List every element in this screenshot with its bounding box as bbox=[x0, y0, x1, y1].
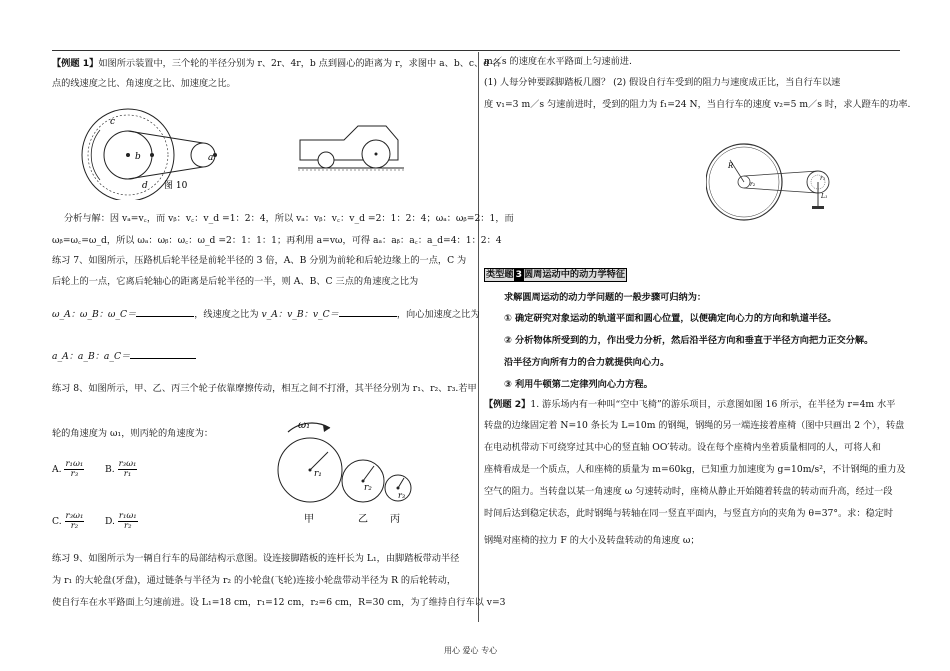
step-3: ③ 利用牛顿第二定律列向心力方程。 bbox=[504, 379, 653, 390]
practice9-question1: (1) 人每分钟要踩脚踏板几圈？ (2) 假设自行车受到的阻力与速度成正比，当自行车以速 bbox=[484, 77, 841, 88]
example2-heading bbox=[484, 399, 895, 411]
velocity-ratio-label: v_A：v_B：v_C＝ bbox=[261, 309, 339, 320]
velocity-ratio-blank bbox=[339, 306, 397, 317]
analysis-line2: ωᵦ=ω꜀=ω_d，所以 ωₐ：ωᵦ：ω꜀：ω_d =2：1：1：1；再利用 a=vω，可得 aₐ：aᵦ：a꜀：a_d=4：1：2：4 bbox=[52, 235, 502, 246]
option-d-fraction bbox=[118, 512, 138, 531]
bicycle-drive-figure bbox=[706, 136, 856, 226]
omega-ratio-label: ω_A：ω_B：ω_C＝ bbox=[52, 309, 137, 320]
step-1: ① 确定研究对象运动的轨道平面和圆心位置，以便确定向心力的方向和轨道半径。 bbox=[504, 313, 837, 324]
friction-wheels-figure bbox=[270, 418, 420, 526]
option-a-den: r₃ bbox=[70, 469, 79, 479]
practice7-mid2: ，向心加速度之比为 bbox=[396, 309, 480, 320]
practice7-angular-ratio bbox=[52, 306, 480, 321]
step-2: ② 分析物体所受到的力，作出受力分析，然后沿半径方向和垂直于半径方向把力正交分解。 bbox=[504, 335, 874, 346]
practice9-continued: m／s 的速度在水平路面上匀速前进. bbox=[484, 56, 632, 67]
option-a-fraction bbox=[64, 460, 84, 479]
option-c-label: C. bbox=[52, 516, 62, 527]
r2-label: r₂ bbox=[364, 483, 372, 493]
option-b[interactable] bbox=[105, 460, 137, 479]
step-2-continued: 沿半径方向所有力的合力就提供向心力。 bbox=[504, 357, 670, 368]
steps-intro: 求解圆周运动的动力学问题的一般步骤可归纳为： bbox=[504, 292, 707, 303]
option-b-fraction bbox=[118, 460, 138, 479]
option-a[interactable] bbox=[52, 460, 84, 479]
example1-text-line1: 如图所示装置中，三个轮的半径分别为 r、2r、4r，b 点到圆心的距离为 r，求图中 a、b、c、d 各 bbox=[98, 58, 502, 69]
accel-ratio-label: a_A：a_B：a_C＝ bbox=[52, 351, 131, 362]
example2-label: 【例题 2】 bbox=[484, 399, 531, 410]
option-b-label: B. bbox=[105, 464, 115, 475]
practice8-line1: 练习 8、如图所示，甲、乙、丙三个轮子依靠摩擦传动，相互之间不打滑，其半径分别为 r₁、r₂、r₃.若甲 bbox=[52, 383, 477, 394]
example2-line4: 座椅看成是一个质点，人和座椅的质量为 m=60kg，已知重力加速度为 g=10m/s²，不计钢绳的重力及 bbox=[484, 464, 906, 475]
practice7-mid1: ，线速度之比为 bbox=[194, 309, 259, 320]
wheel-jia-label: 甲 bbox=[304, 514, 314, 525]
option-b-num: r₃ω₁ bbox=[118, 459, 137, 469]
fig10-label-d: d bbox=[142, 181, 148, 191]
analysis-line1: 分析与解：因 vₐ=v꜀，而 vᵦ：v꜀：v_d =1：2：4，所以 vₐ：vᵦ：v꜀：v_d =2：1：2：4；ωₐ：ωᵦ=2：1，而 bbox=[64, 213, 514, 224]
option-c-fraction bbox=[65, 512, 85, 531]
wheel-yi-label: 乙 bbox=[358, 514, 368, 525]
fig10-label-c: c bbox=[110, 117, 116, 127]
option-d-num: r₁ω₁ bbox=[118, 511, 137, 521]
accel-ratio-blank bbox=[130, 348, 196, 359]
example2-line6: 时间后达到稳定状态，此时钢绳与转轴在同一竖直平面内，与竖直方向的夹角为 θ=37°。求：稳定时 bbox=[484, 508, 894, 519]
figure-10-pulleys bbox=[60, 100, 230, 200]
example2-line3: 在电动机带动下可绕穿过其中心的竖直轴 OO′转动。设在每个座椅内坐着质量相同的人，可将人和 bbox=[484, 442, 881, 453]
option-a-num: r₁ω₁ bbox=[65, 459, 84, 469]
option-c[interactable] bbox=[52, 512, 84, 531]
practice9-question2: 度 v₁=3 m／s 匀速前进时，受到的阻力为 f₁=24 N，当自行车的速度 v₂=5 m／s 时，求人蹬车的功率. bbox=[484, 99, 911, 110]
top-rule bbox=[52, 50, 900, 51]
road-roller-figure bbox=[296, 120, 406, 182]
bike-r2-label: r₂ bbox=[750, 181, 756, 188]
example2-line5: 空气的阻力。当转盘以某一角速度 ω 匀速转动时，座椅从静止开始随着转盘的转动而升高，经过一段 bbox=[484, 486, 893, 497]
example2-line2: 转盘的边缘固定着 N=10 条长为 L=10m 的钢绳，钢绳的另一端连接着座椅（图中只画出 2 个），转盘 bbox=[484, 420, 905, 431]
r1-label: r₁ bbox=[314, 469, 322, 479]
r3-label: r₃ bbox=[398, 491, 406, 500]
type3-title: 圆周运动中的动力学特征 bbox=[523, 269, 626, 280]
bike-L1-label: L₁ bbox=[821, 193, 828, 200]
example1-heading bbox=[52, 58, 501, 70]
option-d-den: r₂ bbox=[124, 521, 132, 531]
wheel-bing-label: 丙 bbox=[390, 514, 400, 525]
type3-tag bbox=[484, 268, 627, 282]
practice7-line2: 后轮上的一点，它离后轮轴心的距离是后轮半径的一半，则 A、B、C 三点的角速度之比为 bbox=[52, 276, 419, 287]
column-divider bbox=[478, 52, 479, 622]
type3-tag-text: 类型题 bbox=[486, 269, 514, 280]
type3-heading bbox=[484, 268, 627, 282]
practice7-accel-ratio bbox=[52, 348, 196, 363]
type3-number: 3 bbox=[515, 269, 522, 280]
option-d[interactable] bbox=[105, 512, 138, 531]
page-footer: 用心 爱心 专心 bbox=[444, 646, 498, 655]
practice7-line1: 练习 7、如图所示，压路机后轮半径是前轮半径的 3 倍，A、B 分别为前轮和后轮边缘上的一点，C 为 bbox=[52, 255, 467, 266]
practice8-line2: 轮的角速度为 ω₁，则丙轮的角速度为： bbox=[52, 428, 214, 439]
example2-line7: 钢绳对座椅的拉力 F 的大小及转盘转动的角速度 ω； bbox=[484, 535, 700, 546]
example2-line1: 1. 游乐场内有一种叫“空中飞椅”的游乐项目，示意图如图 16 所示，在半径为 r=4m 水平 bbox=[530, 399, 896, 410]
practice9-line1: 练习 9、如图所示为一辆自行车的局部结构示意图。设连接脚踏板的连杆长为 L₁，由脚踏板带动半径 bbox=[52, 553, 460, 564]
bike-r1-label: r₁ bbox=[820, 175, 826, 182]
example1-text-line2: 点的线速度之比、角速度之比、加速度之比。 bbox=[52, 78, 236, 89]
bike-R-label: R bbox=[728, 162, 734, 170]
fig10-label-b: b bbox=[135, 152, 141, 162]
option-c-den: r₂ bbox=[70, 521, 79, 531]
option-b-den: r₁ bbox=[123, 469, 132, 479]
option-d-label: D. bbox=[105, 516, 115, 527]
fig10-caption: 图 10 bbox=[164, 181, 188, 191]
omega-ratio-blank bbox=[136, 306, 194, 317]
example1-label: 【例题 1】 bbox=[52, 58, 99, 69]
practice9-line2: 为 r₁ 的大轮盘(牙盘)，通过链条与半径为 r₂ 的小轮盘(飞轮)连接小轮盘带动半径为 R 的后轮转动， bbox=[52, 575, 457, 586]
option-c-num: r₃ω₁ bbox=[65, 511, 84, 521]
omega1-label: ω₁ bbox=[298, 420, 311, 431]
practice9-line3: 使自行车在水平路面上匀速前进。设 L₁=18 cm，r₁=12 cm，r₂=6 cm，R=30 cm，为了维持自行车以 v=3 bbox=[52, 597, 506, 608]
option-a-label: A. bbox=[52, 464, 62, 475]
fig10-label-a: a bbox=[208, 153, 214, 163]
